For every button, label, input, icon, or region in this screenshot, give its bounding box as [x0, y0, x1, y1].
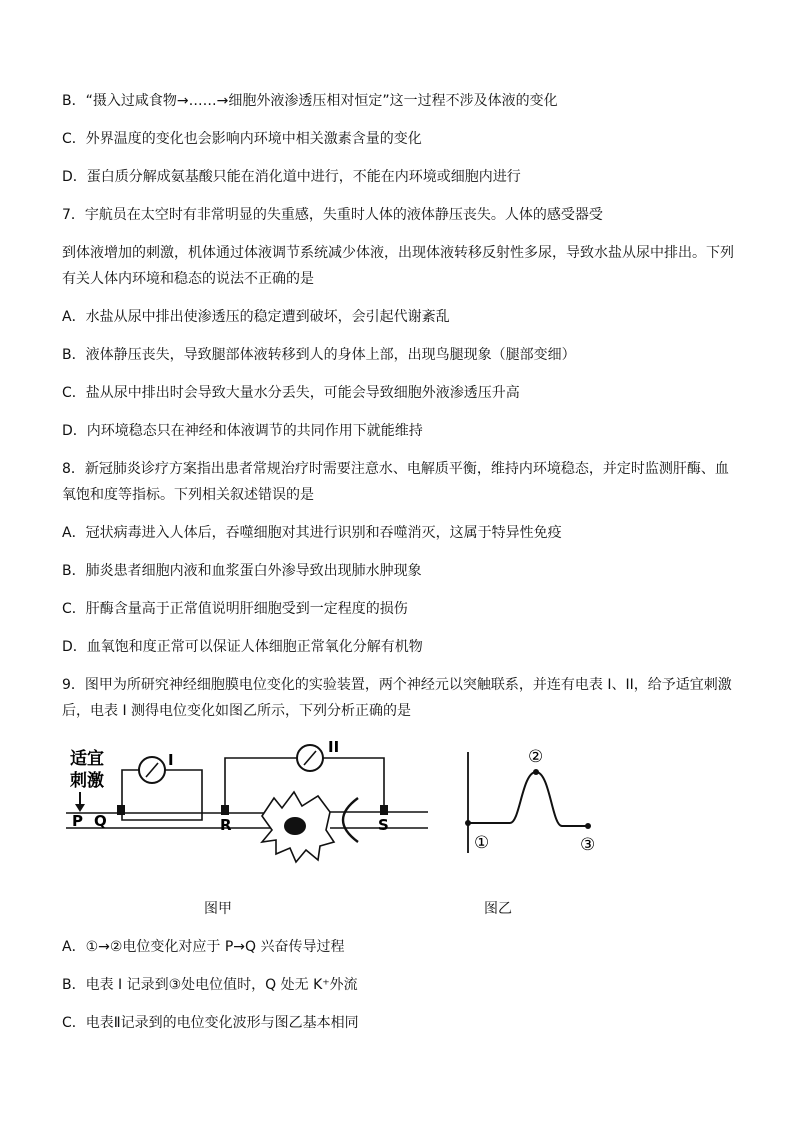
q9-option-c: C．电表Ⅱ记录到的电位变化波形与图乙基本相同: [62, 1015, 359, 1031]
q6-option-c: C．外界温度的变化也会影响内环境中相关激素含量的变化: [62, 131, 422, 147]
q7-option-d: D．内环境稳态只在神经和体液调节的共同作用下就能维持: [62, 423, 423, 439]
stim-label-1: 适宜: [70, 749, 104, 769]
point-p-label: P: [72, 812, 83, 830]
q7-option-c: C．盐从尿中排出时会导致大量水分丢失，可能会导致细胞外液渗透压升高: [62, 385, 520, 401]
q9-option-a: A．①→②电位变化对应于 P→Q 兴奋传导过程: [62, 939, 345, 955]
q8-stem-line-1: 8．新冠肺炎诊疗方案指出患者常规治疗时需要注意水、电解质平衡，维持内环境稳态，并定时监测肝酶、血: [62, 461, 729, 477]
q9-option-b: B．电表 I 记录到③处电位值时，Q 处无 K⁺外流: [62, 977, 358, 993]
q8-stem-line-2: 氧饱和度等指标。下列相关叙述错误的是: [62, 487, 314, 503]
electrode-r: [221, 805, 229, 815]
meter-2-label: II: [328, 738, 340, 756]
electrode-q: [117, 805, 125, 815]
figure-b-potential-curve: [458, 738, 628, 888]
q7-option-a: A．水盐从尿中排出使渗透压的稳定遭到破坏，会引起代谢紊乱: [62, 309, 450, 325]
q7-option-b: B．液体静压丧失，导致腿部体液转移到人的身体上部，出现鸟腿现象（腿部变细）: [62, 347, 576, 363]
mark-2: ②: [528, 747, 544, 767]
stim-label-2: 刺激: [70, 771, 104, 791]
point-3-dot: [585, 823, 591, 829]
figure-a-apparatus: [62, 738, 442, 888]
q6-option-b: B．“摄入过咸食物→……→细胞外液渗透压相对恒定”这一过程不涉及体液的变化: [62, 93, 558, 109]
q9-stem-line-2: 后，电表 I 测得电位变化如图乙所示，下列分析正确的是: [62, 703, 412, 719]
q7-stem-line-1: 7．宇航员在太空时有非常明显的失重感，失重时人体的液体静压丧失。人体的感受器受: [62, 207, 603, 223]
q8-option-d: D．血氧饱和度正常可以保证人体细胞正常氧化分解有机物: [62, 639, 423, 655]
q6-option-d: D．蛋白质分解成氨基酸只能在消化道中进行，不能在内环境或细胞内进行: [62, 169, 521, 185]
synaptic-terminal: [343, 798, 358, 842]
q7-stem-line-3: 有关人体内环境和稳态的说法不正确的是: [62, 271, 314, 287]
q7-stem-line-2: 到体液增加的刺激，机体通过体液调节系统减少体液，出现体液转移反射性多尿，导致水盐从尿中排出。下列: [62, 245, 734, 261]
meter-2-wire-left: [225, 758, 297, 808]
point-s-label: S: [378, 816, 389, 834]
point-q-label: Q: [94, 812, 107, 830]
potential-curve: [468, 772, 588, 826]
meter-1-wire-left: [122, 770, 139, 809]
figure-a-caption: 图甲: [204, 901, 232, 917]
meter-1-label: I: [168, 751, 174, 769]
mark-3: ③: [580, 835, 596, 855]
point-2-dot: [533, 769, 539, 775]
q9-figure: [62, 738, 722, 888]
q8-option-c: C．肝酶含量高于正常值说明肝细胞受到一定程度的损伤: [62, 601, 408, 617]
mark-1: ①: [474, 833, 490, 853]
point-1-dot: [465, 820, 471, 826]
q8-option-a: A．冠状病毒进入人体后，吞噬细胞对其进行识别和吞噬消灭，这属于特异性免疫: [62, 525, 562, 541]
stim-arrow-head: [75, 804, 85, 812]
q9-stem-line-1: 9．图甲为所研究神经细胞膜电位变化的实验装置，两个神经元以突触联系，并连有电表 I、II，给予适宜刺激: [62, 677, 732, 693]
point-r-label: R: [220, 816, 232, 834]
electrode-s: [380, 805, 388, 815]
neuron-nucleus: [284, 817, 306, 835]
figure-b-caption: 图乙: [484, 901, 512, 917]
q8-option-b: B．肺炎患者细胞内液和血浆蛋白外渗导致出现肺水肿现象: [62, 563, 422, 579]
